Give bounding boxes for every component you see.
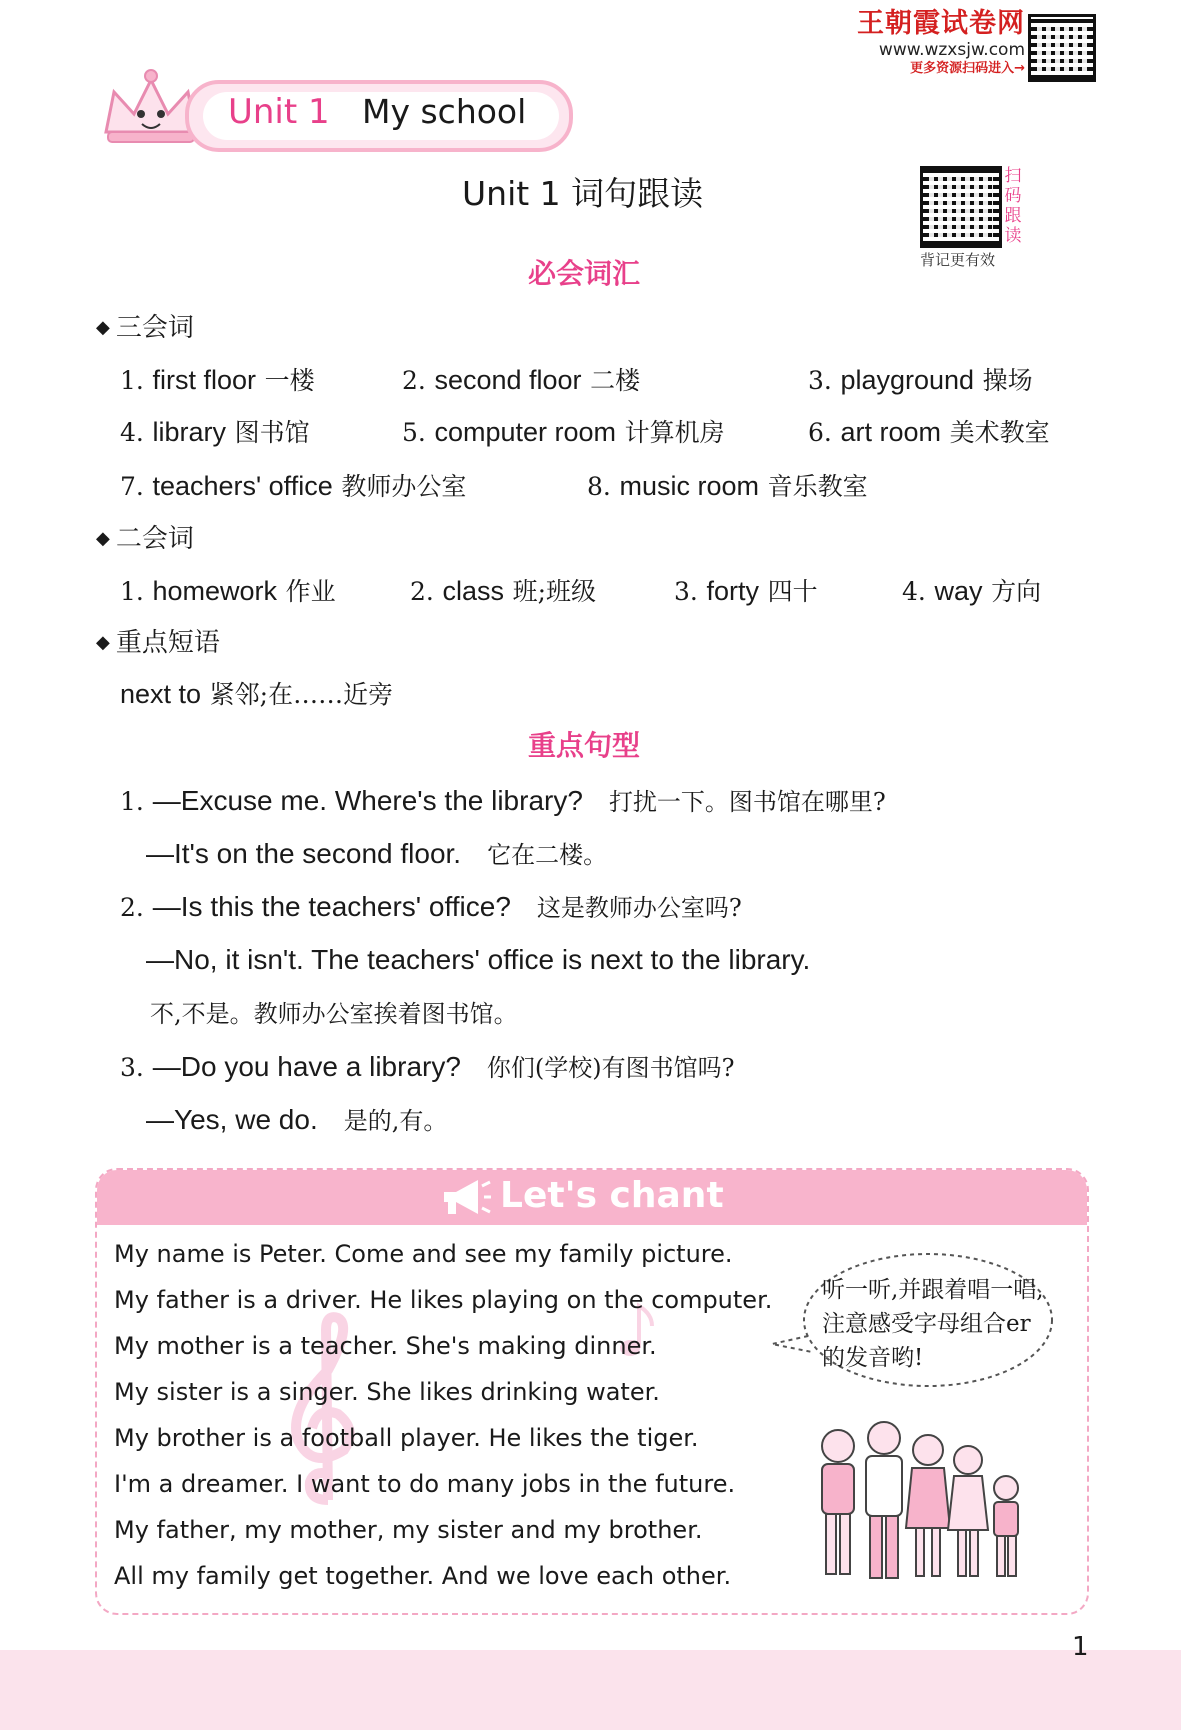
vocab-item: 2. class 班;班级 [410,576,596,606]
chant-line: I'm a dreamer. I want to do many jobs in the future. [114,1470,736,1498]
chant-line: All my family get together. And we love each other. [114,1562,732,1590]
vocab-item: 3. playground 操场 [808,365,1033,395]
sentence-line: —No, it isn't. The teachers' office is next to the library. [146,944,811,975]
family-illustration [808,1418,1026,1586]
qr-side-label: 扫 码 跟 读 [1004,166,1022,246]
vocab-item: 7. teachers' office 教师办公室 [120,471,467,501]
brand-name: 王朝霞试卷网 [857,8,1025,39]
section-heading-vocab: 必会词汇 [528,257,641,290]
unit-number: Unit 1 [228,92,330,132]
sentence-line: —Yes, we do. 是的,有。 [146,1104,448,1135]
footer-band [0,1650,1181,1730]
sentence-line: 3. —Do you have a library? 你们(学校)有图书馆吗? [120,1051,735,1082]
megaphone-icon [440,1176,492,1218]
group-label: ◆ 二会词 [96,522,194,559]
unit-title: My school [362,92,527,131]
qr-code-icon[interactable] [1028,14,1096,82]
group-label: ◆ 三会词 [96,311,194,348]
bubble-text: 听一听,并跟着唱一唱,注意感受字母组合er的发音哟! [822,1277,1044,1371]
group-label: ◆ 重点短语 [96,626,220,663]
brand-more-link[interactable]: 更多资源扫码进入→ [910,61,1025,76]
chant-title: Let's chant [500,1175,724,1216]
chant-line: My name is Peter. Come and see my family picture. [114,1240,733,1268]
brand-url[interactable]: www.wzxsjw.com [878,40,1025,60]
chant-line: My father, my mother, my sister and my brother. [114,1516,703,1544]
vocab-item: 6. art room 美术教室 [808,417,1050,447]
vocab-item: 4. library 图书馆 [120,417,310,447]
page-number: 1 [1072,1632,1089,1662]
chant-line: My brother is a football player. He likes the tiger. [114,1424,699,1452]
brand-block [855,8,1025,78]
vocab-item: 1. first floor 一楼 [120,365,315,395]
vocab-item: 2. second floor 二楼 [402,365,641,395]
chant-line: My mother is a teacher. She's making dinner. [114,1332,657,1360]
section-heading-sentences: 重点句型 [528,729,641,762]
vocab-item: 1. homework 作业 [120,576,336,606]
chant-line: My father is a driver. He likes playing on the computer. [114,1286,773,1314]
chant-line: My sister is a singer. She likes drinking water. [114,1378,660,1406]
qr-caption: 背记更有效 [920,251,996,269]
vocab-item: 8. music room 音乐教室 [587,471,868,501]
sentence-line: 不,不是。教师办公室挨着图书馆。 [150,1000,518,1028]
page-subtitle: Unit 1 词句跟读 [462,174,704,213]
qr-code-icon[interactable] [920,166,1002,248]
vocab-item: 3. forty 四十 [674,576,818,606]
phrase-item: next to 紧邻;在……近旁 [120,679,394,709]
sentence-line: —It's on the second floor. 它在二楼。 [146,838,608,869]
vocab-item: 5. computer room 计算机房 [402,417,725,447]
sentence-line: 2. —Is this the teachers' office? 这是教师办公室吗? [120,891,742,922]
sentence-line: 1. —Excuse me. Where's the library? 打扰一下。图书馆在哪里? [120,785,886,816]
vocab-item: 4. way 方向 [902,576,1042,606]
